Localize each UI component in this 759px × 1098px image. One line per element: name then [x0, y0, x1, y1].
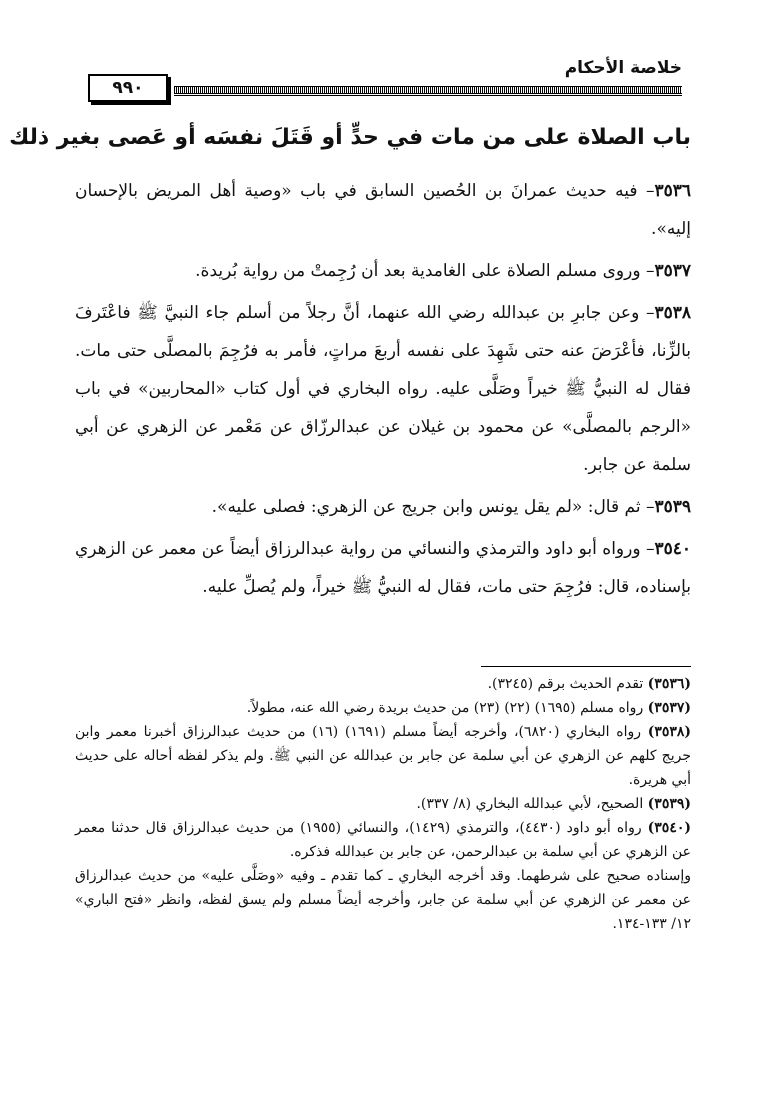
- hadith-paragraph: [75, 530, 691, 606]
- footnote-text: وإسناده صحيح على شرطهما. وقد أخرجه البخاري ـ كما تقدم ـ وفيه «وصَلَّى عليه» من حديث عبدالرزاق عن معمر عن الزهري عن أبي سلمة عن جابر، وأخرجه أيضاً مسلم ولم يسق لفظه، وانظر «فتح الباري» ١٢/ ١٣٣-١٣٤.: [75, 868, 691, 932]
- footnote: [75, 792, 691, 816]
- page-number: ٩٩٠: [88, 74, 168, 102]
- footnote: [75, 720, 691, 792]
- chapter-title: باب الصلاة على من مات في حدٍّ أو قَتَلَ نفسَه أو عَصى بغير ذلك: [9, 125, 691, 150]
- footnote-number: (٣٥٣٧): [647, 700, 691, 716]
- hadith-text: – ورواه أبو داود والترمذي والنسائي من رواية عبدالرزاق أيضاً عن معمر عن الزهري بإسناده، قال: فرُجِمَ حتى مات، فقال له النبيُّ ﷺ خيراً، ولم يُصلِّ عليه.: [75, 539, 691, 597]
- hadith-number: ٣٥٣٦: [654, 181, 691, 201]
- hadith-text: – وروى مسلم الصلاة على الغامدية بعد أن رُجِمتْ من رواية بُريدة.: [195, 261, 655, 281]
- footnote-separator: [481, 666, 691, 667]
- footnote-text: تقدم الحديث برقم (٣٢٤٥).: [487, 676, 644, 692]
- hadith-paragraph: [75, 172, 691, 248]
- footnote: [75, 672, 691, 696]
- footnote-number: (٣٥٣٨): [647, 724, 692, 740]
- hadith-number: ٣٥٣٧: [654, 261, 691, 281]
- footnote-text: رواه البخاري (٦٨٢٠)، وأخرجه أيضاً مسلم (١٦٩١) (١٦) من حديث عبدالرزاق أخبرنا معمر وابن جريج كلهم عن الزهري عن أبي سلمة عن جابر بن عبدالله عن النبي ﷺ. ولم يذكر لفظه أحاله على حديث أبي هريرة.: [75, 724, 691, 788]
- book-title: خلاصة الأحكام: [564, 58, 682, 78]
- hadith-paragraph: [75, 252, 691, 290]
- hadith-text: – وعن جابرِ بن عبدالله رضي الله عنهما، أنَّ رجلاً من أسلم جاء النبيَّ ﷺ فاعْتَرفَ بالزِّنا، فأعْرَضَ عنه حتى شَهِدَ على نفسه أربعَ مراتٍ، فأمر به فرُجِمَ بالمصلَّى حتى مات. فقال له النبيُّ ﷺ خيراً وصَلَّى عليه. رواه البخاري في أول كتاب «المحاربين» في باب «الرجم بالمصلَّى» عن محمود بن غيلان عن عبدالرزّاق عن مَعْمر عن الزهري عن أبي سلمة عن جابر.: [75, 303, 691, 475]
- footnote: [75, 816, 691, 864]
- hadith-number: ٣٥٣٩: [654, 497, 691, 517]
- footnote-number: (٣٥٤٠): [647, 820, 691, 836]
- hadith-number: ٣٥٤٠: [654, 539, 691, 559]
- hadith-paragraph: [75, 294, 691, 484]
- header-decorative-band: [174, 86, 682, 94]
- hadith-paragraph: [75, 488, 691, 526]
- footnote-text: رواه أبو داود (٤٤٣٠)، والترمذي (١٤٢٩)، والنسائي (١٩٥٥) من حديث عبدالرزاق قال حدثنا معمر عن الزهري عن أبي سلمة بن عبدالرحمن، عن جابر بن عبدالله فذكره.: [75, 820, 691, 860]
- footnotes: [75, 672, 691, 936]
- main-text: [9, 118, 691, 610]
- footnote-text: رواه مسلم (١٦٩٥) (٢٢) (٢٣) من حديث بريدة رضي الله عنه، مطولاً.: [246, 700, 644, 716]
- footnote: [75, 696, 691, 720]
- running-header: [88, 52, 682, 104]
- footnote-text: الصحيح، لأبي عبدالله البخاري (٨/ ٣٣٧).: [416, 796, 644, 812]
- footnote-continuation: [75, 864, 691, 936]
- hadith-text: – فيه حديث عمرانَ بن الحُصين السابق في باب «وصية أهل المريض بالإحسان إليه».: [75, 181, 691, 239]
- hadith-text: – ثم قال: «لم يقل يونس وابن جريج عن الزهري: فصلى عليه».: [211, 497, 655, 517]
- hadith-number: ٣٥٣٨: [654, 303, 691, 323]
- header-rule: [174, 95, 682, 96]
- footnote-number: (٣٥٣٦): [647, 676, 691, 692]
- footnote-number: (٣٥٣٩): [647, 796, 691, 812]
